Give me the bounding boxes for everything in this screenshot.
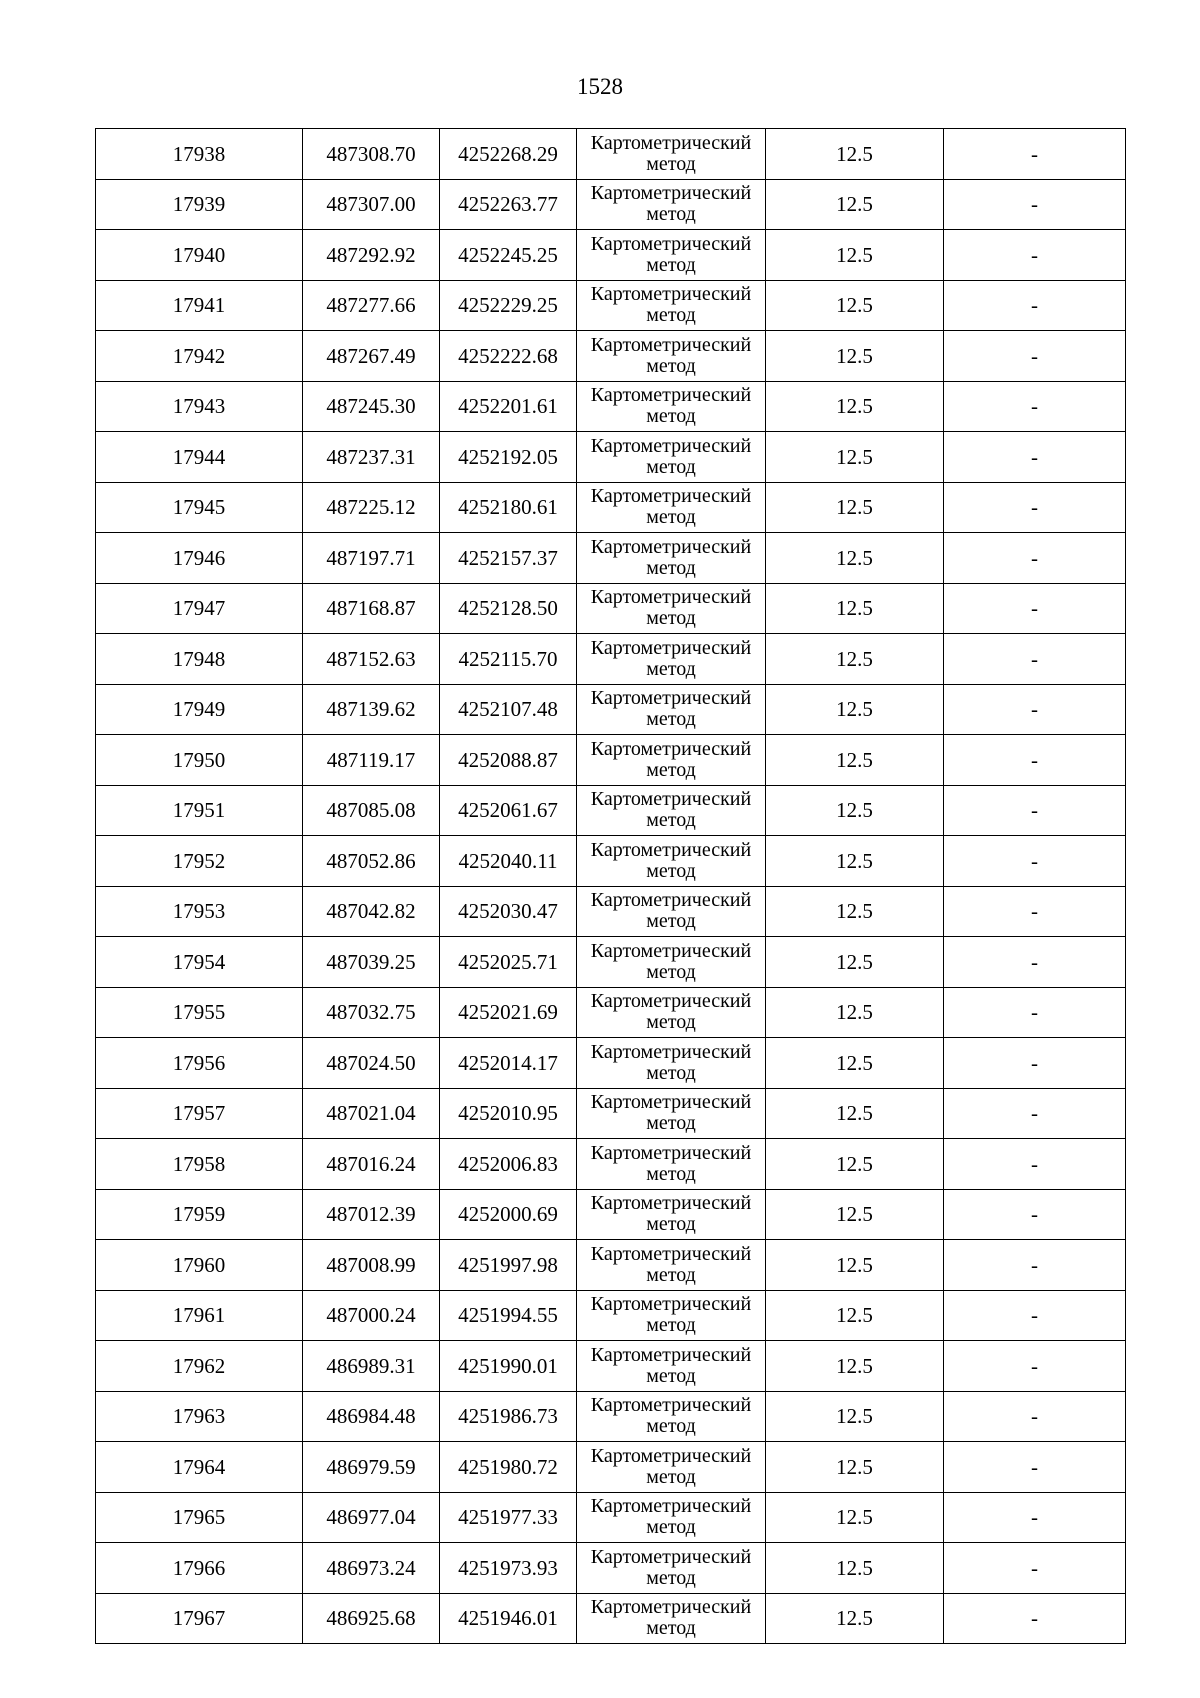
y-coordinate-cell: 4251994.55 (440, 1290, 577, 1341)
method-line-1: Картометрический (590, 384, 752, 407)
x-coordinate-cell: 487052.86 (303, 836, 440, 887)
point-number-cell: 17952 (96, 836, 303, 887)
note-cell: - (944, 785, 1126, 836)
method-cell (577, 280, 766, 331)
table-row (96, 1240, 1126, 1291)
y-coordinate-cell: 4252040.11 (440, 836, 577, 887)
y-coordinate-cell: 4252014.17 (440, 1038, 577, 1089)
point-number-cell: 17959 (96, 1189, 303, 1240)
accuracy-cell: 12.5 (766, 1240, 944, 1291)
accuracy-cell: 12.5 (766, 331, 944, 382)
x-coordinate-cell: 487292.92 (303, 230, 440, 281)
note-cell: - (944, 432, 1126, 483)
accuracy-cell: 12.5 (766, 381, 944, 432)
method-line-2: метод (646, 1617, 696, 1640)
y-coordinate-cell: 4252006.83 (440, 1139, 577, 1190)
method-line-2: метод (646, 556, 696, 579)
note-cell: - (944, 1341, 1126, 1392)
x-coordinate-cell: 486979.59 (303, 1442, 440, 1493)
method-line-1: Картометрический (590, 687, 752, 710)
y-coordinate-cell: 4252107.48 (440, 684, 577, 735)
x-coordinate-cell: 486977.04 (303, 1492, 440, 1543)
method-line-1: Картометрический (590, 1495, 752, 1518)
point-number-cell: 17955 (96, 987, 303, 1038)
note-cell: - (944, 129, 1126, 180)
note-cell: - (944, 1139, 1126, 1190)
accuracy-cell: 12.5 (766, 836, 944, 887)
note-cell: - (944, 280, 1126, 331)
y-coordinate-cell: 4252000.69 (440, 1189, 577, 1240)
accuracy-cell: 12.5 (766, 1088, 944, 1139)
x-coordinate-cell: 487307.00 (303, 179, 440, 230)
x-coordinate-cell: 487152.63 (303, 634, 440, 685)
method-line-2: метод (646, 1516, 696, 1539)
accuracy-cell: 12.5 (766, 1290, 944, 1341)
x-coordinate-cell: 487139.62 (303, 684, 440, 735)
point-number-cell: 17957 (96, 1088, 303, 1139)
method-cell (577, 583, 766, 634)
method-cell (577, 129, 766, 180)
method-cell (577, 1593, 766, 1644)
table-row (96, 432, 1126, 483)
method-cell (577, 785, 766, 836)
note-cell: - (944, 1543, 1126, 1594)
x-coordinate-cell: 487008.99 (303, 1240, 440, 1291)
method-cell (577, 1442, 766, 1493)
y-coordinate-cell: 4252115.70 (440, 634, 577, 685)
table-row (96, 1038, 1126, 1089)
note-cell: - (944, 1391, 1126, 1442)
method-line-1: Картометрический (590, 788, 752, 811)
method-line-1: Картометрический (590, 232, 752, 255)
method-line-1: Картометрический (590, 636, 752, 659)
accuracy-cell: 12.5 (766, 886, 944, 937)
note-cell: - (944, 583, 1126, 634)
x-coordinate-cell: 487042.82 (303, 886, 440, 937)
table-row (96, 230, 1126, 281)
x-coordinate-cell: 487119.17 (303, 735, 440, 786)
x-coordinate-cell: 487021.04 (303, 1088, 440, 1139)
method-line-1: Картометрический (590, 1596, 752, 1619)
method-line-2: метод (646, 1213, 696, 1236)
method-line-1: Картометрический (590, 737, 752, 760)
point-number-cell: 17945 (96, 482, 303, 533)
method-line-1: Картометрический (590, 1192, 752, 1215)
method-line-2: метод (646, 455, 696, 478)
coordinates-table (95, 128, 1126, 1644)
note-cell: - (944, 1290, 1126, 1341)
method-line-2: метод (646, 405, 696, 428)
x-coordinate-cell: 487308.70 (303, 129, 440, 180)
method-cell (577, 482, 766, 533)
note-cell: - (944, 179, 1126, 230)
table-row (96, 533, 1126, 584)
method-line-2: метод (646, 506, 696, 529)
table-row (96, 735, 1126, 786)
method-cell (577, 1492, 766, 1543)
method-line-2: метод (646, 708, 696, 731)
method-line-1: Картометрический (590, 131, 752, 154)
method-line-2: метод (646, 1364, 696, 1387)
accuracy-cell: 12.5 (766, 1038, 944, 1089)
method-line-1: Картометрический (590, 939, 752, 962)
y-coordinate-cell: 4252061.67 (440, 785, 577, 836)
method-cell (577, 1543, 766, 1594)
table-row (96, 331, 1126, 382)
method-line-2: метод (646, 152, 696, 175)
method-cell (577, 836, 766, 887)
method-line-1: Картометрический (590, 535, 752, 558)
table-row (96, 1189, 1126, 1240)
method-line-2: метод (646, 1263, 696, 1286)
note-cell: - (944, 634, 1126, 685)
method-line-1: Картометрический (590, 838, 752, 861)
method-line-2: метод (646, 1566, 696, 1589)
y-coordinate-cell: 4252192.05 (440, 432, 577, 483)
note-cell: - (944, 1492, 1126, 1543)
point-number-cell: 17947 (96, 583, 303, 634)
point-number-cell: 17960 (96, 1240, 303, 1291)
table-row (96, 583, 1126, 634)
method-line-1: Картометрический (590, 434, 752, 457)
table-row (96, 129, 1126, 180)
table-row (96, 886, 1126, 937)
method-line-2: метод (646, 1314, 696, 1337)
table-row (96, 785, 1126, 836)
method-line-2: метод (646, 1011, 696, 1034)
method-line-1: Картометрический (590, 1040, 752, 1063)
y-coordinate-cell: 4252025.71 (440, 937, 577, 988)
method-line-2: метод (646, 809, 696, 832)
method-line-2: метод (646, 1061, 696, 1084)
method-line-2: метод (646, 657, 696, 680)
note-cell: - (944, 886, 1126, 937)
method-line-1: Картометрический (590, 1394, 752, 1417)
y-coordinate-cell: 4252201.61 (440, 381, 577, 432)
x-coordinate-cell: 487000.24 (303, 1290, 440, 1341)
method-line-1: Картометрический (590, 1444, 752, 1467)
method-line-2: метод (646, 910, 696, 933)
point-number-cell: 17954 (96, 937, 303, 988)
note-cell: - (944, 1088, 1126, 1139)
y-coordinate-cell: 4251997.98 (440, 1240, 577, 1291)
method-line-2: метод (646, 1112, 696, 1135)
point-number-cell: 17938 (96, 129, 303, 180)
method-cell (577, 634, 766, 685)
x-coordinate-cell: 487237.31 (303, 432, 440, 483)
note-cell: - (944, 230, 1126, 281)
method-cell (577, 432, 766, 483)
note-cell: - (944, 1038, 1126, 1089)
method-line-2: метод (646, 304, 696, 327)
table-row (96, 381, 1126, 432)
table-row (96, 634, 1126, 685)
point-number-cell: 17951 (96, 785, 303, 836)
point-number-cell: 17939 (96, 179, 303, 230)
x-coordinate-cell: 487267.49 (303, 331, 440, 382)
method-cell (577, 886, 766, 937)
method-cell (577, 1088, 766, 1139)
note-cell: - (944, 331, 1126, 382)
y-coordinate-cell: 4252229.25 (440, 280, 577, 331)
y-coordinate-cell: 4252245.25 (440, 230, 577, 281)
point-number-cell: 17962 (96, 1341, 303, 1392)
method-line-1: Картометрический (590, 333, 752, 356)
table-row (96, 280, 1126, 331)
table-row (96, 1088, 1126, 1139)
method-cell (577, 533, 766, 584)
accuracy-cell: 12.5 (766, 583, 944, 634)
x-coordinate-cell: 487032.75 (303, 987, 440, 1038)
y-coordinate-cell: 4251986.73 (440, 1391, 577, 1442)
method-line-1: Картометрический (590, 283, 752, 306)
point-number-cell: 17940 (96, 230, 303, 281)
table-row (96, 987, 1126, 1038)
table-row (96, 1593, 1126, 1644)
accuracy-cell: 12.5 (766, 1593, 944, 1644)
method-line-2: метод (646, 354, 696, 377)
note-cell: - (944, 937, 1126, 988)
y-coordinate-cell: 4252268.29 (440, 129, 577, 180)
accuracy-cell: 12.5 (766, 684, 944, 735)
y-coordinate-cell: 4252157.37 (440, 533, 577, 584)
method-line-1: Картометрический (590, 1343, 752, 1366)
x-coordinate-cell: 487225.12 (303, 482, 440, 533)
y-coordinate-cell: 4251946.01 (440, 1593, 577, 1644)
accuracy-cell: 12.5 (766, 533, 944, 584)
method-line-1: Картометрический (590, 485, 752, 508)
method-cell (577, 179, 766, 230)
point-number-cell: 17946 (96, 533, 303, 584)
method-cell (577, 1038, 766, 1089)
page-number: 1528 (577, 74, 623, 99)
note-cell: - (944, 836, 1126, 887)
table-row (96, 1341, 1126, 1392)
x-coordinate-cell: 486973.24 (303, 1543, 440, 1594)
x-coordinate-cell: 487012.39 (303, 1189, 440, 1240)
point-number-cell: 17943 (96, 381, 303, 432)
method-cell (577, 230, 766, 281)
y-coordinate-cell: 4252088.87 (440, 735, 577, 786)
table-row (96, 1442, 1126, 1493)
method-cell (577, 381, 766, 432)
accuracy-cell: 12.5 (766, 432, 944, 483)
method-line-1: Картометрический (590, 1242, 752, 1265)
point-number-cell: 17948 (96, 634, 303, 685)
method-cell (577, 1341, 766, 1392)
y-coordinate-cell: 4252128.50 (440, 583, 577, 634)
method-line-1: Картометрический (590, 1091, 752, 1114)
method-cell (577, 1290, 766, 1341)
method-line-2: метод (646, 758, 696, 781)
note-cell: - (944, 1189, 1126, 1240)
accuracy-cell: 12.5 (766, 735, 944, 786)
table-row (96, 1290, 1126, 1341)
method-line-2: метод (646, 1465, 696, 1488)
y-coordinate-cell: 4251990.01 (440, 1341, 577, 1392)
method-line-2: метод (646, 1162, 696, 1185)
method-line-2: метод (646, 253, 696, 276)
point-number-cell: 17963 (96, 1391, 303, 1442)
accuracy-cell: 12.5 (766, 482, 944, 533)
y-coordinate-cell: 4252263.77 (440, 179, 577, 230)
accuracy-cell: 12.5 (766, 785, 944, 836)
table-row (96, 482, 1126, 533)
note-cell: - (944, 1593, 1126, 1644)
x-coordinate-cell: 487016.24 (303, 1139, 440, 1190)
table-row (96, 1543, 1126, 1594)
point-number-cell: 17966 (96, 1543, 303, 1594)
accuracy-cell: 12.5 (766, 1139, 944, 1190)
method-cell (577, 1139, 766, 1190)
note-cell: - (944, 381, 1126, 432)
table-body (96, 129, 1126, 1644)
point-number-cell: 17958 (96, 1139, 303, 1190)
accuracy-cell: 12.5 (766, 179, 944, 230)
accuracy-cell: 12.5 (766, 1492, 944, 1543)
x-coordinate-cell: 486925.68 (303, 1593, 440, 1644)
accuracy-cell: 12.5 (766, 280, 944, 331)
y-coordinate-cell: 4252180.61 (440, 482, 577, 533)
method-line-2: метод (646, 607, 696, 630)
table-row (96, 1139, 1126, 1190)
y-coordinate-cell: 4252010.95 (440, 1088, 577, 1139)
method-line-1: Картометрический (590, 1545, 752, 1568)
x-coordinate-cell: 486984.48 (303, 1391, 440, 1442)
x-coordinate-cell: 487085.08 (303, 785, 440, 836)
method-cell (577, 1189, 766, 1240)
table-row (96, 1391, 1126, 1442)
note-cell: - (944, 482, 1126, 533)
x-coordinate-cell: 487245.30 (303, 381, 440, 432)
accuracy-cell: 12.5 (766, 230, 944, 281)
table-row (96, 684, 1126, 735)
accuracy-cell: 12.5 (766, 1341, 944, 1392)
accuracy-cell: 12.5 (766, 1391, 944, 1442)
method-line-2: метод (646, 1415, 696, 1438)
point-number-cell: 17949 (96, 684, 303, 735)
table-row (96, 1492, 1126, 1543)
accuracy-cell: 12.5 (766, 1442, 944, 1493)
point-number-cell: 17956 (96, 1038, 303, 1089)
x-coordinate-cell: 487168.87 (303, 583, 440, 634)
table-row (96, 179, 1126, 230)
y-coordinate-cell: 4251977.33 (440, 1492, 577, 1543)
point-number-cell: 17953 (96, 886, 303, 937)
method-line-1: Картометрический (590, 1141, 752, 1164)
y-coordinate-cell: 4251980.72 (440, 1442, 577, 1493)
accuracy-cell: 12.5 (766, 1543, 944, 1594)
note-cell: - (944, 735, 1126, 786)
method-line-1: Картометрический (590, 1293, 752, 1316)
method-cell (577, 735, 766, 786)
method-cell (577, 1391, 766, 1442)
point-number-cell: 17967 (96, 1593, 303, 1644)
y-coordinate-cell: 4252030.47 (440, 886, 577, 937)
method-cell (577, 684, 766, 735)
table-row (96, 836, 1126, 887)
point-number-cell: 17950 (96, 735, 303, 786)
accuracy-cell: 12.5 (766, 937, 944, 988)
x-coordinate-cell: 486989.31 (303, 1341, 440, 1392)
method-cell (577, 331, 766, 382)
note-cell: - (944, 1240, 1126, 1291)
x-coordinate-cell: 487277.66 (303, 280, 440, 331)
method-line-2: метод (646, 203, 696, 226)
y-coordinate-cell: 4251973.93 (440, 1543, 577, 1594)
accuracy-cell: 12.5 (766, 129, 944, 180)
table-row (96, 937, 1126, 988)
method-cell (577, 987, 766, 1038)
accuracy-cell: 12.5 (766, 1189, 944, 1240)
accuracy-cell: 12.5 (766, 987, 944, 1038)
point-number-cell: 17965 (96, 1492, 303, 1543)
point-number-cell: 17964 (96, 1442, 303, 1493)
point-number-cell: 17942 (96, 331, 303, 382)
method-line-1: Картометрический (590, 586, 752, 609)
point-number-cell: 17961 (96, 1290, 303, 1341)
note-cell: - (944, 533, 1126, 584)
method-line-1: Картометрический (590, 889, 752, 912)
note-cell: - (944, 987, 1126, 1038)
method-line-2: метод (646, 859, 696, 882)
x-coordinate-cell: 487039.25 (303, 937, 440, 988)
method-line-1: Картометрический (590, 990, 752, 1013)
y-coordinate-cell: 4252222.68 (440, 331, 577, 382)
point-number-cell: 17941 (96, 280, 303, 331)
method-line-1: Картометрический (590, 182, 752, 205)
note-cell: - (944, 684, 1126, 735)
method-line-2: метод (646, 960, 696, 983)
x-coordinate-cell: 487197.71 (303, 533, 440, 584)
method-cell (577, 937, 766, 988)
note-cell: - (944, 1442, 1126, 1493)
method-cell (577, 1240, 766, 1291)
point-number-cell: 17944 (96, 432, 303, 483)
y-coordinate-cell: 4252021.69 (440, 987, 577, 1038)
accuracy-cell: 12.5 (766, 634, 944, 685)
x-coordinate-cell: 487024.50 (303, 1038, 440, 1089)
